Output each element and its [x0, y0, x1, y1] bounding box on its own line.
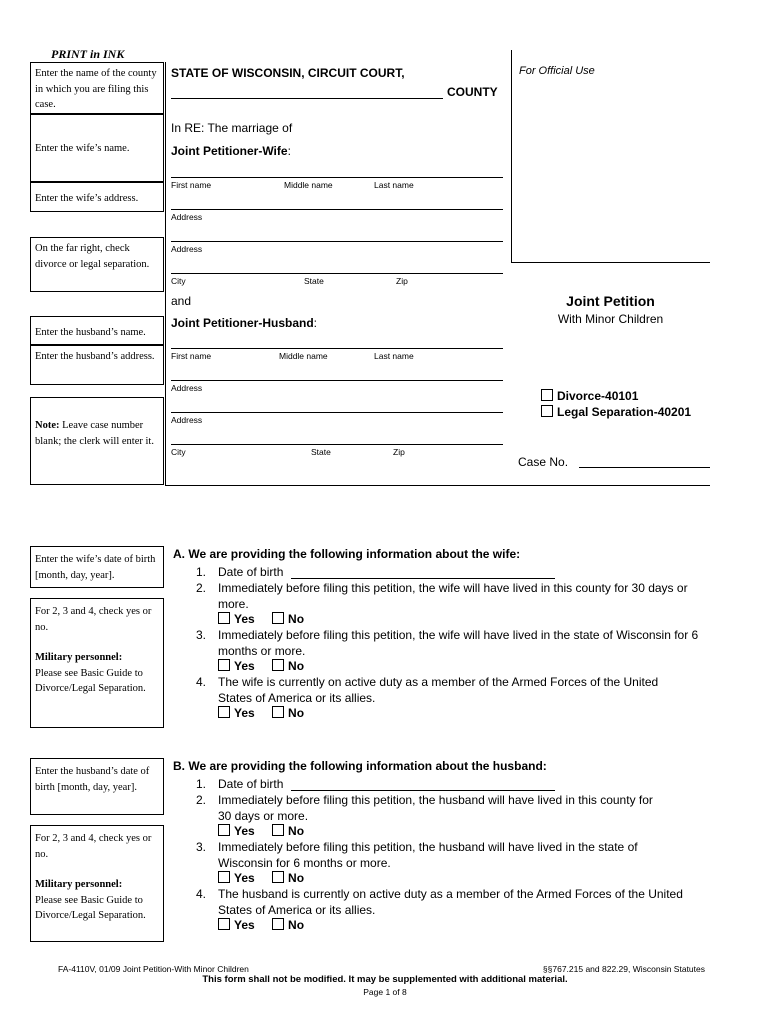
wife-address-input-2[interactable]: [171, 227, 503, 242]
a4-yes-checkbox[interactable]: [218, 706, 230, 718]
a3-yes-no: [218, 659, 318, 673]
wife-label: [171, 144, 291, 158]
a4-no-label: No: [288, 706, 305, 720]
b4-number: 4.: [196, 887, 207, 901]
official-use-label: For Official Use: [519, 65, 595, 77]
caption-left-border: [165, 62, 166, 486]
note-wife-checks: [30, 598, 164, 728]
note-case-number-text: Leave case number blank; the clerk will enter it.: [35, 420, 154, 447]
b4-no-label: No: [288, 918, 305, 932]
a4-no-checkbox[interactable]: [272, 706, 284, 718]
a2-text: Immediately before filing this petition, the wife will have lived in this county for 30 days or more.: [218, 581, 688, 611]
a3-no-option[interactable]: [272, 659, 304, 673]
case-no-label: Case No.: [518, 455, 569, 469]
a4-yes-no: [218, 706, 318, 720]
husband-middle-name-caption: Middle name: [279, 351, 328, 361]
note-wife-military-text: Please see Basic Guide to Divorce/Legal Separation.: [35, 667, 146, 694]
wife-first-name-caption: First name: [171, 180, 212, 190]
wife-label-colon: :: [287, 144, 291, 158]
husband-state-caption: State: [311, 447, 331, 457]
divorce-checkbox[interactable]: [541, 389, 553, 401]
b2-yes-option[interactable]: [218, 824, 255, 838]
b2-yes-no: [218, 824, 318, 838]
husband-address-input-1[interactable]: [171, 366, 503, 381]
a2-number: 2.: [196, 581, 207, 595]
wife-address-input-1[interactable]: [171, 195, 503, 210]
b4-no-checkbox[interactable]: [272, 918, 284, 930]
footer-notice: This form shall not be modified. It may be supplemented with additional material.: [202, 974, 568, 985]
b4-yes-checkbox[interactable]: [218, 918, 230, 930]
legal-separation-label: Legal Separation-40201: [557, 405, 692, 419]
print-in-ink-label: PRINT in INK: [51, 47, 125, 61]
county-label: COUNTY: [447, 85, 498, 99]
husband-address-caption-2: Address: [171, 415, 203, 425]
section-a-heading: A. We are providing the following information about the wife:: [173, 547, 521, 561]
b4-yes-no: [218, 918, 318, 932]
note-far-right: On the far right, check divorce or legal separation.: [30, 237, 164, 292]
footer-page-number: Page 1 of 8: [363, 987, 407, 997]
note-case-number: [30, 397, 164, 485]
husband-city-input[interactable]: [171, 430, 503, 445]
wife-last-name-caption: Last name: [374, 180, 414, 190]
petition-subtitle: With Minor Children: [557, 312, 664, 326]
b4-yes-option[interactable]: [218, 918, 255, 932]
note-wife-military-bold: Military personnel:: [35, 652, 123, 663]
b1-number: 1.: [196, 777, 207, 791]
a4-no-option[interactable]: [272, 706, 304, 720]
official-use-bottom: [511, 262, 710, 263]
court-title: STATE OF WISCONSIN, CIRCUIT COURT,: [171, 66, 405, 80]
section-b-heading: B. We are providing the following information about the husband:: [173, 759, 547, 773]
official-use-divider: [511, 50, 512, 263]
a3-yes-option[interactable]: [218, 659, 255, 673]
wife-name-input[interactable]: [171, 163, 503, 178]
b3-no-option[interactable]: [272, 871, 304, 885]
wife-zip-caption: Zip: [396, 276, 408, 286]
note-husband-military-bold: Military personnel:: [35, 879, 123, 890]
a3-no-checkbox[interactable]: [272, 659, 284, 671]
b3-text: Immediately before filing this petition, the husband will have lived in the state of Wisconsin for 6 months or more.: [218, 840, 638, 870]
wife-state-caption: State: [304, 276, 324, 286]
b2-no-label: No: [288, 824, 305, 838]
note-wife-name: Enter the wife’s name.: [30, 114, 164, 182]
footer-statutes: §§767.215 and 822.29, Wisconsin Statutes: [542, 964, 705, 974]
husband-city-caption: City: [171, 447, 186, 457]
a4-number: 4.: [196, 675, 207, 689]
a2-yes-option[interactable]: [218, 612, 255, 626]
note-wife-address: Enter the wife’s address.: [30, 182, 164, 212]
husband-last-name-caption: Last name: [374, 351, 414, 361]
a3-text: Immediately before filing this petition, the wife will have lived in the state of Wisconsin for 6 months or more.: [218, 628, 699, 658]
wife-middle-name-caption: Middle name: [284, 180, 333, 190]
county-input[interactable]: [171, 84, 443, 99]
divorce-option[interactable]: [541, 389, 638, 403]
b3-no-checkbox[interactable]: [272, 871, 284, 883]
wife-city-caption: City: [171, 276, 186, 286]
husband-zip-caption: Zip: [393, 447, 405, 457]
a2-yes-no: [218, 612, 318, 626]
b2-yes-checkbox[interactable]: [218, 824, 230, 836]
caption-bottom-border: [165, 485, 710, 486]
a3-no-label: No: [288, 659, 305, 673]
a3-yes-label: Yes: [234, 659, 255, 673]
b2-yes-label: Yes: [234, 824, 255, 838]
b3-yes-checkbox[interactable]: [218, 871, 230, 883]
a2-no-label: No: [288, 612, 305, 626]
a2-yes-checkbox[interactable]: [218, 612, 230, 624]
a2-yes-label: Yes: [234, 612, 255, 626]
a1-number: 1.: [196, 565, 207, 579]
b3-no-label: No: [288, 871, 305, 885]
husband-dob-input[interactable]: [291, 777, 555, 791]
b4-no-option[interactable]: [272, 918, 304, 932]
b2-text: Immediately before filing this petition, the husband will have lived in this county for 30 days or more.: [218, 793, 653, 823]
a1-text: Date of birth: [218, 565, 284, 579]
b2-number: 2.: [196, 793, 207, 807]
note-husband-checks-text: For 2, 3 and 4, check yes or no.: [35, 833, 152, 860]
note-husband-military-text: Please see Basic Guide to Divorce/Legal Separation.: [35, 894, 146, 921]
and-label: and: [171, 294, 192, 308]
wife-label-text: Joint Petitioner-Wife: [171, 144, 288, 158]
wife-address-caption-2: Address: [171, 244, 203, 254]
legal-separation-checkbox[interactable]: [541, 405, 553, 417]
a3-yes-checkbox[interactable]: [218, 659, 230, 671]
note-wife-checks-text: For 2, 3 and 4, check yes or no.: [35, 606, 152, 633]
a3-number: 3.: [196, 628, 207, 642]
a4-text: The wife is currently on active duty as a member of the Armed Forces of the United States of America or its allies.: [218, 675, 659, 705]
husband-label: [171, 316, 317, 330]
note-wife-dob: Enter the wife’s date of birth [month, day, year].: [30, 546, 164, 588]
a4-yes-option[interactable]: [218, 706, 255, 720]
b3-number: 3.: [196, 840, 207, 854]
b4-text: The husband is currently on active duty as a member of the Armed Forces of the United States of America or its allies.: [218, 887, 683, 917]
wife-city-input[interactable]: [171, 259, 503, 274]
husband-address-caption-1: Address: [171, 383, 203, 393]
legal-separation-option[interactable]: [541, 405, 691, 419]
husband-address-input-2[interactable]: [171, 398, 503, 413]
a4-yes-label: Yes: [234, 706, 255, 720]
b1-text: Date of birth: [218, 777, 284, 791]
in-re-label: In RE: The marriage of: [171, 121, 293, 135]
note-husband-address: Enter the husband’s address.: [30, 345, 164, 385]
case-no-input[interactable]: [579, 453, 710, 468]
b3-yes-option[interactable]: [218, 871, 255, 885]
footer-form-id: FA-4110V, 01/09 Joint Petition-With Minor Children: [58, 964, 249, 974]
note-county: Enter the name of the county in which you are filing this case.: [30, 62, 164, 114]
a2-no-option[interactable]: [272, 612, 304, 626]
wife-address-caption-1: Address: [171, 212, 203, 222]
note-husband-name: Enter the husband’s name.: [30, 316, 164, 345]
note-husband-checks: [30, 825, 164, 942]
b4-yes-label: Yes: [234, 918, 255, 932]
divorce-label: Divorce-40101: [557, 389, 639, 403]
b2-no-option[interactable]: [272, 824, 304, 838]
note-case-number-bold: Note:: [35, 420, 60, 431]
a2-no-checkbox[interactable]: [272, 612, 284, 624]
note-husband-dob: Enter the husband’s date of birth [month, day, year].: [30, 758, 164, 815]
b2-no-checkbox[interactable]: [272, 824, 284, 836]
petition-title: Joint Petition: [566, 293, 655, 309]
b3-yes-no: [218, 871, 318, 885]
husband-label-colon: :: [313, 316, 318, 330]
b3-yes-label: Yes: [234, 871, 255, 885]
wife-dob-input[interactable]: [291, 565, 555, 579]
husband-name-input[interactable]: [171, 334, 503, 349]
husband-label-text: Joint Petitioner-Husband: [171, 316, 314, 330]
husband-first-name-caption: First name: [171, 351, 212, 361]
